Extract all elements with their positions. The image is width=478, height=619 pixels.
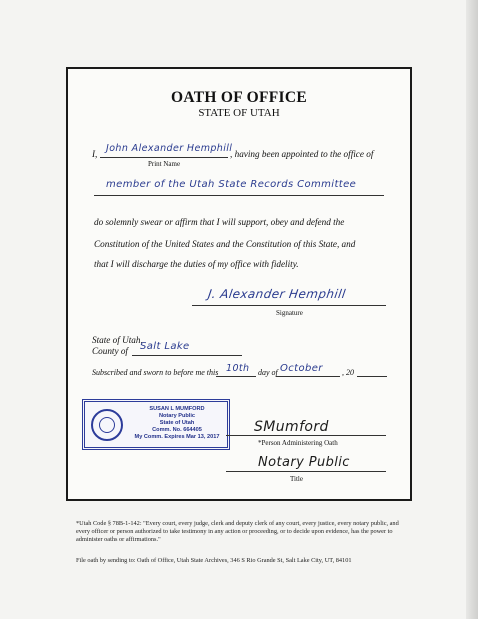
name-value: John Alexander Hemphill xyxy=(106,143,233,154)
file-note: File oath by sending to: Oath of Office, Utah State Archives, 346 S Rio Grande St, Salt Lake City, UT, 84101 xyxy=(76,557,352,564)
title-value: Notary Public xyxy=(258,455,350,470)
oath-line-2: Constitution of the United States and the Constitution of this State, and xyxy=(94,239,356,249)
signature-label: Signature xyxy=(276,309,303,317)
oath-line-3: that I will discharge the duties of my office with fidelity. xyxy=(94,259,299,269)
administrator-signature: SMumford xyxy=(254,419,329,435)
appointed-text: , having been appointed to the office of xyxy=(230,149,374,159)
title-line xyxy=(226,471,386,472)
subscribed-text: Subscribed and sworn to before me this xyxy=(92,368,219,377)
stamp-line-3: State of Utah xyxy=(159,419,195,426)
year-prefix: , 20 xyxy=(342,368,354,377)
name-line xyxy=(100,157,228,158)
state-label: State of Utah, xyxy=(92,335,143,345)
county-label: County of xyxy=(92,346,128,356)
signature-line xyxy=(192,305,386,306)
year-line xyxy=(357,376,387,377)
notary-stamp xyxy=(82,399,230,450)
day-line xyxy=(216,376,256,377)
month-line xyxy=(276,376,340,377)
form-title: OATH OF OFFICE xyxy=(171,89,307,106)
title-label: Title xyxy=(290,475,303,483)
office-line xyxy=(94,195,384,196)
scan-edge xyxy=(466,0,478,619)
administrator-label: *Person Administering Oath xyxy=(258,439,338,447)
administrator-line xyxy=(226,435,386,436)
county-line xyxy=(132,355,242,356)
county-value: Salt Lake xyxy=(140,341,190,352)
stamp-line-4: Comm. No. 664405 xyxy=(152,426,202,433)
day-of-label: day of xyxy=(258,368,278,377)
i-label: I, xyxy=(92,149,98,159)
form-subtitle: STATE OF UTAH xyxy=(198,107,280,119)
stamp-line-5: My Comm. Expires Mar 13, 2017 xyxy=(134,433,220,440)
code-note: *Utah Code § 78B-1-142: "Every court, every judge, clerk and deputy clerk of any court, every justice, every notary public, and every officer or person authorized to take testimony in any action or proceeding, or to decide upon evidence, has the power to administer oaths or affirmations." xyxy=(76,520,399,543)
print-name-label: Print Name xyxy=(148,160,181,168)
signature-value: J. Alexander Hemphill xyxy=(207,287,347,301)
state-seal-icon xyxy=(91,409,123,441)
stamp-line-2: Notary Public xyxy=(158,412,196,419)
oath-form xyxy=(66,67,412,501)
day-value: 10th xyxy=(226,363,250,374)
stamp-name: SUSAN L MUMFORD xyxy=(149,406,205,412)
office-value: member of the Utah State Records Committee xyxy=(106,179,357,190)
month-value: October xyxy=(280,363,323,374)
oath-line-1: do solemnly swear or affirm that I will support, obey and defend the xyxy=(94,217,345,227)
